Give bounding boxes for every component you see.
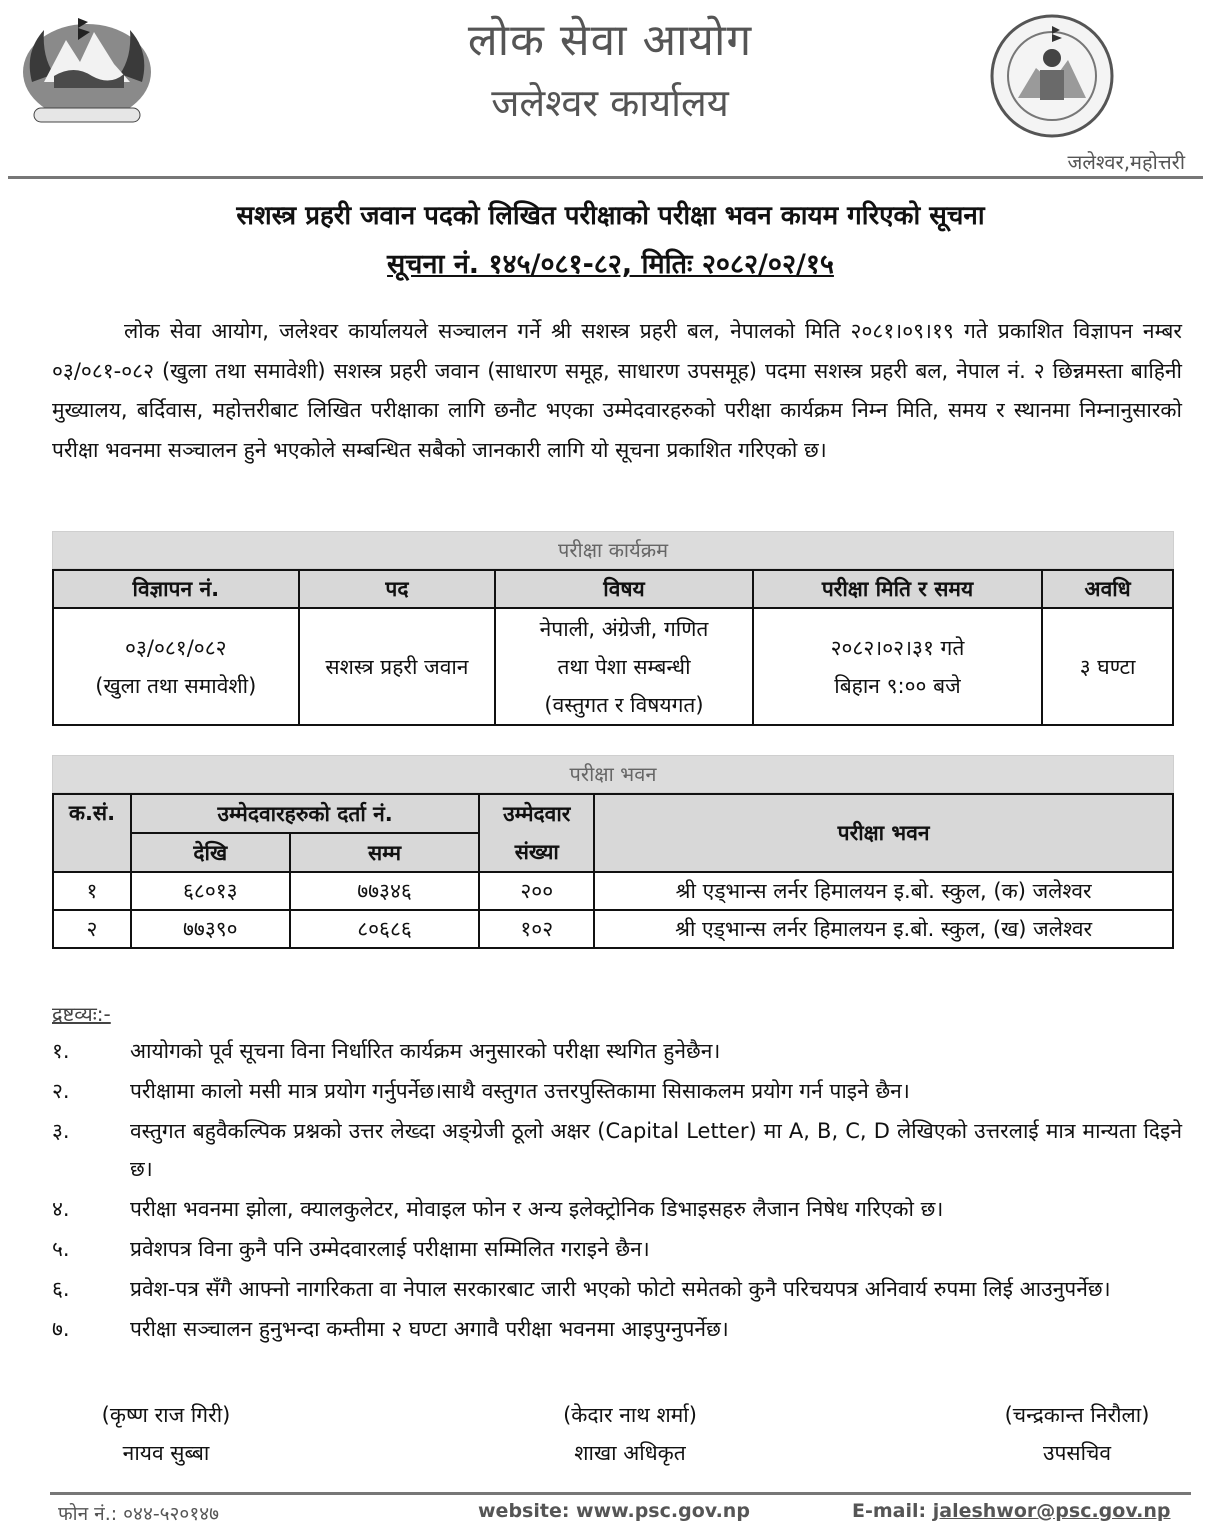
- subject-line: (वस्तुगत र विषयगत): [544, 692, 704, 717]
- schedule-post: सशस्त्र प्रहरी जवान: [299, 608, 496, 725]
- email-link[interactable]: jaleshwor@psc.gov.np: [932, 1500, 1171, 1522]
- schedule-caption: परीक्षा कार्यक्रम: [52, 531, 1174, 569]
- notes-heading: द्रष्टव्यः:-: [52, 1002, 111, 1026]
- schedule-ad-cell: [53, 608, 299, 725]
- venue-header-sn: क.सं.: [53, 794, 131, 872]
- ad-type: (खुला तथा समावेशी): [95, 673, 257, 698]
- list-item: [52, 1230, 1182, 1268]
- count-header-line: उम्मेदवार: [503, 802, 571, 826]
- footer-divider: [50, 1492, 1191, 1495]
- footer-email: [852, 1500, 1171, 1522]
- table-row: [53, 872, 1173, 910]
- notice-title: सशस्त्र प्रहरी जवान पदको लिखित परीक्षाको परीक्षा भवन कायम गरिएको सूचना: [236, 201, 985, 231]
- office-name: जलेश्वर कार्यालय: [491, 81, 729, 125]
- subject-line: नेपाली, अंग्रेजी, गणित: [539, 616, 709, 641]
- ad-number: ०३/०८१/०८२: [125, 635, 227, 660]
- list-item: [52, 1190, 1182, 1228]
- note-number: २.: [52, 1079, 70, 1103]
- org-name: लोक सेवा आयोग: [467, 15, 753, 66]
- note-number: ७.: [52, 1317, 70, 1341]
- signature-block: [530, 1396, 730, 1472]
- subject-line: तथा पेशा सम्बन्धी: [557, 654, 691, 679]
- schedule-header-duration: अवधि: [1042, 570, 1173, 608]
- email-label: E-mail:: [852, 1500, 933, 1522]
- notes-list: [52, 1032, 1182, 1350]
- venue-sn: १: [53, 872, 131, 910]
- venue-header-from: देखि: [131, 833, 290, 872]
- schedule-date-cell: [753, 608, 1042, 725]
- schedule-table: [52, 569, 1174, 726]
- venue-header-roll: उम्मेदवारहरुको दर्ता नं.: [131, 794, 479, 833]
- header-divider: [8, 176, 1203, 179]
- venue-from: ७७३९०: [131, 910, 290, 948]
- note-text: प्रवेश-पत्र सँगै आफ्नो नागरिकता वा नेपाल सरकारबाट जारी भएको फोटो समेतको कुनै परिचयपत्र अनिवार्य रुपमा लिई आउनुपर्नेछ।: [130, 1277, 1111, 1301]
- footer-website[interactable]: website: www.psc.gov.np: [478, 1500, 750, 1522]
- note-text: परीक्षा भवनमा झोला, क्यालकुलेटर, मोवाइल फोन र अन्य इलेक्ट्रोनिक डिभाइसहरु लैजान निषेध गरिएको छ।: [130, 1197, 944, 1221]
- list-item: [52, 1072, 1182, 1110]
- note-text: वस्तुगत बहुवैकल्पिक प्रश्नको उत्तर लेख्दा अङ्ग्रेजी ठूलो अक्षर (Capital Letter) मा A, B, C, D लेखिएको उत्तरलाई मात्र मान्यता दिइने छ।: [130, 1119, 1182, 1181]
- note-text: आयोगको पूर्व सूचना विना निर्धारित कार्यक्रम अनुसारको परीक्षा स्थगित हुनेछैन।: [130, 1039, 721, 1063]
- list-item: [52, 1270, 1182, 1308]
- list-item: [52, 1112, 1182, 1188]
- signatory-name: (कृष्ण राज गिरी): [101, 1403, 231, 1427]
- footer-phone: फोन नं.: ०४४-५२०१४७: [58, 1503, 219, 1525]
- signatory-title: शाखा अधिकृत: [574, 1441, 686, 1465]
- signatory-title: उपसचिव: [1042, 1441, 1112, 1465]
- note-text: परीक्षामा कालो मसी मात्र प्रयोग गर्नुपर्नेछ।साथै वस्तुगत उत्तरपुस्तिकामा सिसाकलम प्रयोग गर्न पाइने छैन।: [130, 1079, 910, 1103]
- signatory-title: नायव सुब्बा: [122, 1441, 210, 1465]
- venue-sn: २: [53, 910, 131, 948]
- signature-block: [66, 1396, 266, 1472]
- note-number: ४.: [52, 1197, 70, 1221]
- schedule-subject-cell: [495, 608, 753, 725]
- note-text: परीक्षा सञ्चालन हुनुभन्दा कम्तीमा २ घण्टा अगावै परीक्षा भवनमा आइपुग्नुपर्नेछ।: [130, 1317, 729, 1341]
- venue-hall: श्री एड्भान्स लर्नर हिमालयन इ.बो. स्कुल, (ख) जलेश्वर: [594, 910, 1173, 948]
- schedule-header-ad-no: विज्ञापन नं.: [53, 570, 299, 608]
- venue-header-hall: परीक्षा भवन: [594, 794, 1173, 872]
- psc-seal-logo: [988, 12, 1116, 140]
- venue-caption: परीक्षा भवन: [52, 755, 1174, 793]
- venue-hall: श्री एड्भान्स लर्नर हिमालयन इ.बो. स्कुल, (क) जलेश्वर: [594, 872, 1173, 910]
- nepal-emblem-logo: [14, 12, 160, 130]
- venue-table: [52, 793, 1174, 949]
- exam-date: २०८२।०२।३१ गते: [830, 635, 965, 660]
- venue-from: ६८०१३: [131, 872, 290, 910]
- schedule-duration: ३ घण्टा: [1042, 608, 1173, 725]
- notice-body: लोक सेवा आयोग, जलेश्वर कार्यालयले सञ्चालन गर्ने श्री सशस्त्र प्रहरी बल, नेपालको मिति २०८१।०९।१९ गते प्रकाशित विज्ञापन नम्बर ०३/०८१-०८२ (खुला तथा समावेशी) सशस्त्र प्रहरी जवान (साधारण समूह, साधारण उपसमूह) पदमा सशस्त्र प्रहरी बल, नेपाल नं. २ छिन्नमस्ता बाहिनी मुख्यालय, बर्दिवास, महोत्तरीबाट लिखित परीक्षाका लागि छनौट भएका उम्मेदवारहरुको परीक्षा कार्यक्रम निम्न मिति, समय र स्थानमा निम्नानुसारको परीक्षा भवनमा सञ्चालन हुने भएकोले सम्बन्धित सबैको जानकारी लागि यो सूचना प्रकाशित गरिएको छ।: [52, 319, 1182, 462]
- signature-block: [972, 1396, 1182, 1472]
- table-row: [53, 910, 1173, 948]
- exam-time: बिहान ९:०० बजे: [834, 673, 961, 698]
- schedule-header-date-time: परीक्षा मिति र समय: [753, 570, 1042, 608]
- venue-count: २००: [479, 872, 594, 910]
- schedule-header-subject: विषय: [495, 570, 753, 608]
- signatory-name: (चन्द्रकान्त निरौला): [1004, 1403, 1150, 1427]
- list-item: [52, 1032, 1182, 1070]
- note-text: प्रवेशपत्र विना कुनै पनि उम्मेदवारलाई परीक्षामा सम्मिलित गराइने छैन।: [130, 1237, 650, 1261]
- note-number: १.: [52, 1039, 70, 1063]
- office-location: जलेश्वर,महोत्तरी: [1067, 150, 1185, 174]
- venue-header-count: [479, 794, 594, 872]
- schedule-header-post: पद: [299, 570, 496, 608]
- list-item: [52, 1310, 1182, 1348]
- venue-to: ७७३४६: [290, 872, 480, 910]
- table-row: [53, 608, 1173, 725]
- venue-count: १०२: [479, 910, 594, 948]
- note-number: ५.: [52, 1237, 70, 1261]
- count-header-line: संख्या: [514, 840, 559, 864]
- note-number: ६.: [52, 1277, 70, 1301]
- notice-number: सूचना नं. १४५/०८१-८२, मितिः २०८२/०२/१५: [387, 249, 834, 280]
- signatory-name: (केदार नाथ शर्मा): [563, 1403, 697, 1427]
- note-number: ३.: [52, 1119, 70, 1143]
- venue-to: ८०६८६: [290, 910, 480, 948]
- venue-header-to: सम्म: [290, 833, 480, 872]
